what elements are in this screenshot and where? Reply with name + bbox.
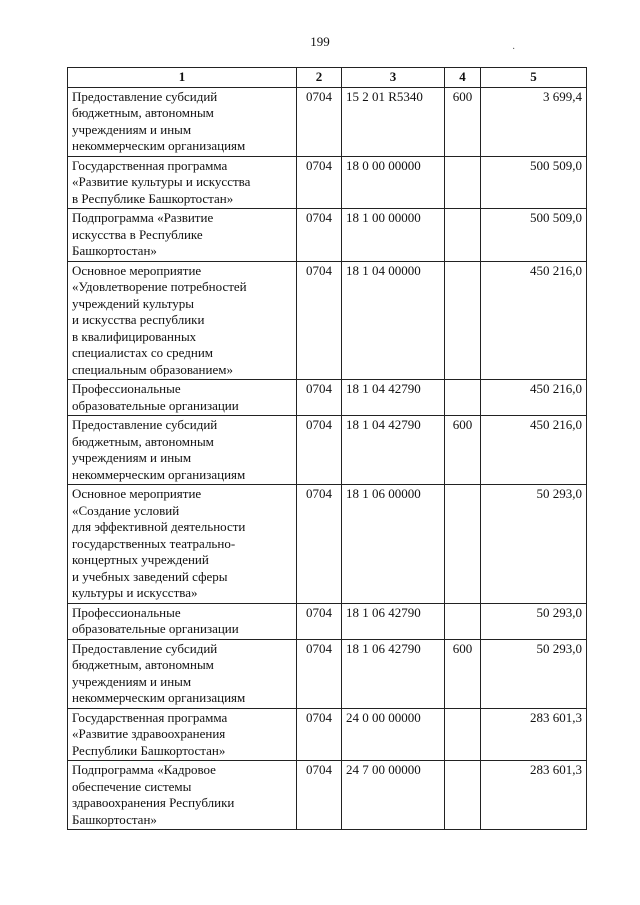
row-name-line: Государственная программа [72,709,228,725]
corner-mark: · [512,44,516,55]
row-name-cell [68,603,297,639]
row-name-line: государственных театрально- [72,535,236,551]
row-name-line: Республики Башкортостан» [72,742,226,758]
row-name-cell [68,87,297,156]
expense-type-code: 600 [445,87,481,156]
amount: 450 216,0 [481,380,587,416]
expense-type-code [445,209,481,262]
target-article-code: 18 1 06 00000 [342,485,445,604]
amount: 500 509,0 [481,209,587,262]
amount: 283 601,3 [481,761,587,830]
expense-type-code [445,708,481,761]
row-name-line: Башкортостан» [72,811,157,827]
row-name-line: бюджетным, автономным [72,657,214,672]
expense-type-code [445,761,481,830]
row-name-cell [68,708,297,761]
row-name-line: «Развитие здравоохранения [72,726,226,741]
row-name-line: «Удовлетворение потребностей [72,279,247,294]
expense-type-code [445,603,481,639]
amount: 450 216,0 [481,261,587,380]
budget-table [67,67,587,830]
table-row [68,261,587,380]
row-name-line: образовательные организации [72,397,239,413]
expense-type-code [445,156,481,209]
row-name-line: концертных учреждений [72,552,209,567]
section-code: 0704 [297,87,342,156]
row-name-line: Основное мероприятие [72,262,202,278]
row-name-line: и учебных заведений сферы [72,568,228,584]
row-name-line: искусства в Республике [72,226,203,242]
row-name-line: образовательные организации [72,621,239,636]
table-row [68,416,587,485]
header-col-2: 2 [297,68,342,88]
row-name-line: бюджетным, автономным [72,105,214,120]
header-col-1: 1 [68,68,297,88]
target-article-code: 18 1 04 42790 [342,416,445,485]
section-code: 0704 [297,380,342,416]
row-name-cell [68,639,297,708]
row-name-line: «Создание условий [72,502,180,518]
table-row [68,380,587,416]
row-name-line: учреждениям и иным [72,121,192,137]
amount: 500 509,0 [481,156,587,209]
row-name-cell [68,209,297,262]
section-code: 0704 [297,261,342,380]
section-code: 0704 [297,156,342,209]
target-article-code: 15 2 01 R5340 [342,87,445,156]
row-name-line: «Развитие культуры и искусства [72,174,251,189]
table-row [68,708,587,761]
header-col-4: 4 [445,68,481,88]
target-article-code: 18 0 00 00000 [342,156,445,209]
header-row [68,68,587,88]
expense-type-code: 600 [445,639,481,708]
row-name-cell [68,380,297,416]
row-name-cell [68,416,297,485]
target-article-code: 18 1 00 00000 [342,209,445,262]
row-name-line: в Республике Башкортостан» [72,190,234,206]
section-code: 0704 [297,639,342,708]
row-name-line: некоммерческим организациям [72,138,246,153]
section-code: 0704 [297,485,342,604]
row-name-line: Подпрограмма «Развитие [72,210,214,225]
target-article-code: 24 7 00 00000 [342,761,445,830]
row-name-line: учреждений культуры [72,295,195,311]
section-code: 0704 [297,603,342,639]
amount: 50 293,0 [481,603,587,639]
row-name-line: некоммерческим организациям [72,690,246,705]
amount: 3 699,4 [481,87,587,156]
page-number: 199 [310,34,330,49]
row-name-cell [68,261,297,380]
target-article-code: 18 1 06 42790 [342,639,445,708]
table-row [68,603,587,639]
row-name-line: обеспечение системы [72,778,192,794]
row-name-line: учреждениям и иным [72,673,192,689]
row-name-line: Предоставление субсидий [72,417,218,432]
row-name-cell [68,485,297,604]
target-article-code: 18 1 06 42790 [342,603,445,639]
table-row [68,209,587,262]
row-name-line: специалистах со средним [72,345,214,360]
section-code: 0704 [297,209,342,262]
row-name-line: Предоставление субсидий [72,88,218,104]
row-name-line: бюджетным, автономным [72,433,214,449]
row-name-line: и искусства республики [72,312,205,327]
target-article-code: 24 0 00 00000 [342,708,445,761]
row-name-line: некоммерческим организациям [72,466,246,482]
row-name-line: Предоставление субсидий [72,640,218,656]
target-article-code: 18 1 04 00000 [342,261,445,380]
amount: 50 293,0 [481,485,587,604]
expense-type-code [445,485,481,604]
row-name-line: для эффективной деятельности [72,519,246,534]
row-name-line: специальным образованием» [72,361,233,377]
row-name-cell [68,156,297,209]
expense-type-code [445,261,481,380]
row-name-line: культуры и искусства» [72,585,198,600]
table-body [68,87,587,830]
table-row [68,761,587,830]
row-name-line: Башкортостан» [72,243,157,258]
section-code: 0704 [297,416,342,485]
amount: 50 293,0 [481,639,587,708]
row-name-line: Профессиональные [72,604,181,620]
table-row [68,639,587,708]
header-col-5: 5 [481,68,587,88]
expense-type-code [445,380,481,416]
row-name-line: Подпрограмма «Кадровое [72,762,216,777]
expense-type-code: 600 [445,416,481,485]
target-article-code: 18 1 04 42790 [342,380,445,416]
table-row [68,87,587,156]
row-name-line: Основное мероприятие [72,486,202,501]
section-code: 0704 [297,708,342,761]
table-row [68,156,587,209]
header-col-3: 3 [342,68,445,88]
row-name-line: Профессиональные [72,381,181,396]
row-name-cell [68,761,297,830]
row-name-line: Государственная программа [72,157,228,173]
amount: 283 601,3 [481,708,587,761]
row-name-line: здравоохранения Республики [72,795,235,810]
row-name-line: учреждениям и иным [72,450,192,465]
section-code: 0704 [297,761,342,830]
amount: 450 216,0 [481,416,587,485]
table-row [68,485,587,604]
row-name-line: в квалифицированных [72,328,197,344]
